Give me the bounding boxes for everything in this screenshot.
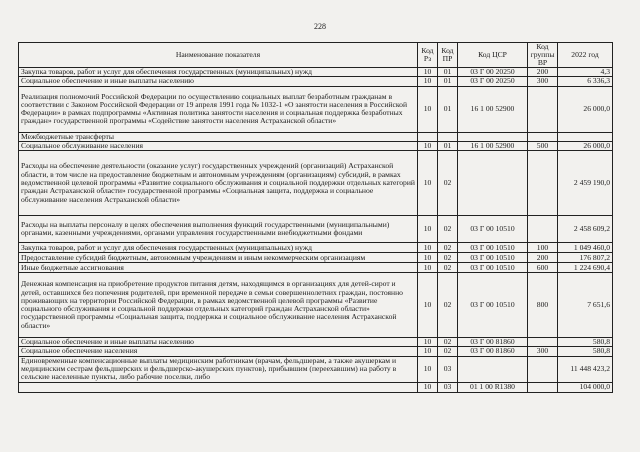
header-pr: Код ПР [438, 43, 458, 68]
cell-name: Закупка товаров, работ и услуг для обеспечения государственных (муниципальных) нужд [19, 68, 418, 77]
cell-name: Единовременные компенсационные выплаты медицинским работникам (врачам, фельдшерам, а также акушеркам и медицинским сестрам фельдшерских и фельдшерско-акушерских пунктов), прибывшим (переехавшим) на работу в сельские населенные пункты, либо рабочие поселки, либо [19, 356, 418, 382]
table-row [19, 347, 613, 356]
cell-pr: 01 [438, 68, 458, 77]
cell-value: 4,3 [558, 68, 613, 77]
page-number: 228 [314, 22, 326, 31]
cell-csr: 03 Г 00 20250 [458, 68, 528, 77]
cell-pr: 02 [438, 151, 458, 216]
cell-name: Закупка товаров, работ и услуг для обеспечения государственных (муниципальных) нужд [19, 243, 418, 253]
cell-value: 580,8 [558, 338, 613, 347]
cell-rz: 10 [418, 68, 438, 77]
cell-name: Иные бюджетные ассигнования [19, 263, 418, 273]
cell-name: Социальное обслуживание населения [19, 141, 418, 150]
cell-vr: 600 [528, 263, 558, 273]
table-row [19, 216, 613, 243]
cell-rz [418, 132, 438, 141]
table-row [19, 68, 613, 77]
cell-csr: 03 Г 00 10510 [458, 263, 528, 273]
cell-name: Расходы на обеспечение деятельности (оказание услуг) государственных учреждений (организаций) Астраханской области, в том числе на предоставление бюджетным и автономным учреждениям (организациям) субсидий, в рамках ведомственной целевой программы «Развитие социального обслуживания и социальной поддержки отдельных категорий граждан Астраханской области» государственной программы «Социальная защита, поддержка и социальное обслуживание населения Астраханской области» [19, 151, 418, 216]
cell-value: 26 000,0 [558, 86, 613, 132]
cell-pr: 02 [438, 263, 458, 273]
cell-pr: 02 [438, 253, 458, 263]
cell-csr: 03 Г 00 10510 [458, 253, 528, 263]
cell-rz: 10 [418, 356, 438, 382]
header-year: 2022 год [558, 43, 613, 68]
cell-rz: 10 [418, 382, 438, 392]
cell-csr: 03 Г 00 81860 [458, 347, 528, 356]
cell-pr: 01 [438, 141, 458, 150]
table-row [19, 338, 613, 347]
budget-table [18, 42, 613, 393]
cell-rz: 10 [418, 216, 438, 243]
cell-name: Расходы на выплаты персоналу в целях обеспечения выполнения функций государственными (муниципальными) органами, казенными учреждениями, органами управления государственными внебюджетными фондами [19, 216, 418, 243]
cell-value: 6 336,3 [558, 77, 613, 86]
table-row [19, 263, 613, 273]
cell-vr [528, 382, 558, 392]
table-row [19, 382, 613, 392]
cell-pr: 03 [438, 382, 458, 392]
cell-vr: 200 [528, 253, 558, 263]
cell-value: 1 224 690,4 [558, 263, 613, 273]
cell-vr [528, 216, 558, 243]
cell-value [558, 132, 613, 141]
cell-value: 580,8 [558, 347, 613, 356]
cell-csr [458, 132, 528, 141]
cell-rz: 10 [418, 263, 438, 273]
cell-value: 176 807,2 [558, 253, 613, 263]
cell-vr [528, 86, 558, 132]
cell-name: Предоставление субсидий бюджетным, автономным учреждениям и иным некоммерческим организациям [19, 253, 418, 263]
cell-csr: 03 Г 00 20250 [458, 77, 528, 86]
cell-rz: 10 [418, 86, 438, 132]
table-header-row [19, 43, 613, 68]
cell-vr [528, 338, 558, 347]
cell-name: Межбюджетные трансферты [19, 132, 418, 141]
table-row [19, 132, 613, 141]
cell-csr [458, 151, 528, 216]
cell-pr: 02 [438, 273, 458, 338]
cell-vr: 300 [528, 77, 558, 86]
cell-vr [528, 132, 558, 141]
cell-csr: 16 1 00 52900 [458, 86, 528, 132]
cell-vr: 500 [528, 141, 558, 150]
cell-vr: 100 [528, 243, 558, 253]
cell-rz: 10 [418, 141, 438, 150]
cell-name: Денежная компенсация на приобретение продуктов питания детям, находящимся в организациях для детей-сирот и детей, оставшихся без попечения родителей, при временной передаче в семьи совершеннолетних граждан, постоянно проживающих на территории Российской Федерации, в рамках ведомственной целевой программы «Развитие социального обслуживания и социальной поддержки отдельных категорий граждан Астраханской области» государственной программы «Социальная защита, поддержка и социальное обслуживание населения Астраханской области» [19, 273, 418, 338]
table-row [19, 77, 613, 86]
cell-name [19, 382, 418, 392]
cell-vr: 800 [528, 273, 558, 338]
cell-name: Реализация полномочий Российской Федерации по осуществлению социальных выплат безработным гражданам в соответствии с Законом Российской Федерации от 19 апреля 1991 года № 1032-1 «О занятости населения в Российской Федерации» в рамках подпрограммы «Активная политика занятости населения и социальная поддержка безработных граждан» государственной программы «Содействие занятости населения Астраханской области» [19, 86, 418, 132]
cell-vr: 300 [528, 347, 558, 356]
cell-csr: 16 1 00 52900 [458, 141, 528, 150]
cell-rz: 10 [418, 273, 438, 338]
table-row [19, 141, 613, 150]
cell-value: 7 651,6 [558, 273, 613, 338]
cell-csr: 03 Г 00 10510 [458, 243, 528, 253]
cell-rz: 10 [418, 77, 438, 86]
cell-pr [438, 132, 458, 141]
table-row [19, 253, 613, 263]
cell-rz: 10 [418, 151, 438, 216]
cell-pr: 03 [438, 356, 458, 382]
cell-vr [528, 356, 558, 382]
header-csr: Код ЦСР [458, 43, 528, 68]
cell-value: 26 000,0 [558, 141, 613, 150]
cell-csr: 03 Г 00 81860 [458, 338, 528, 347]
cell-csr: 03 Г 00 10510 [458, 273, 528, 338]
table-row [19, 151, 613, 216]
cell-name: Социальное обеспечение и иные выплаты населению [19, 338, 418, 347]
cell-value: 2 458 609,2 [558, 216, 613, 243]
table-row [19, 243, 613, 253]
cell-pr: 02 [438, 338, 458, 347]
cell-value: 2 459 190,0 [558, 151, 613, 216]
cell-csr: 03 Г 00 10510 [458, 216, 528, 243]
cell-vr: 200 [528, 68, 558, 77]
cell-pr: 02 [438, 216, 458, 243]
cell-rz: 10 [418, 243, 438, 253]
table-row [19, 86, 613, 132]
cell-name: Социальное обеспечение и иные выплаты населению [19, 77, 418, 86]
header-rz: Код Рз [418, 43, 438, 68]
cell-name: Социальное обеспечение населения [19, 347, 418, 356]
cell-pr: 02 [438, 243, 458, 253]
cell-pr: 01 [438, 77, 458, 86]
table-row [19, 356, 613, 382]
table-row [19, 273, 613, 338]
cell-pr: 01 [438, 86, 458, 132]
cell-rz: 10 [418, 253, 438, 263]
cell-csr: 01 1 00 R1380 [458, 382, 528, 392]
cell-rz: 10 [418, 347, 438, 356]
cell-csr [458, 356, 528, 382]
cell-rz: 10 [418, 338, 438, 347]
cell-vr [528, 151, 558, 216]
cell-pr: 02 [438, 347, 458, 356]
cell-value: 1 049 460,0 [558, 243, 613, 253]
cell-value: 104 000,0 [558, 382, 613, 392]
header-vr: Код группы ВР [528, 43, 558, 68]
cell-value: 11 448 423,2 [558, 356, 613, 382]
header-name: Наименование показателя [19, 43, 418, 68]
